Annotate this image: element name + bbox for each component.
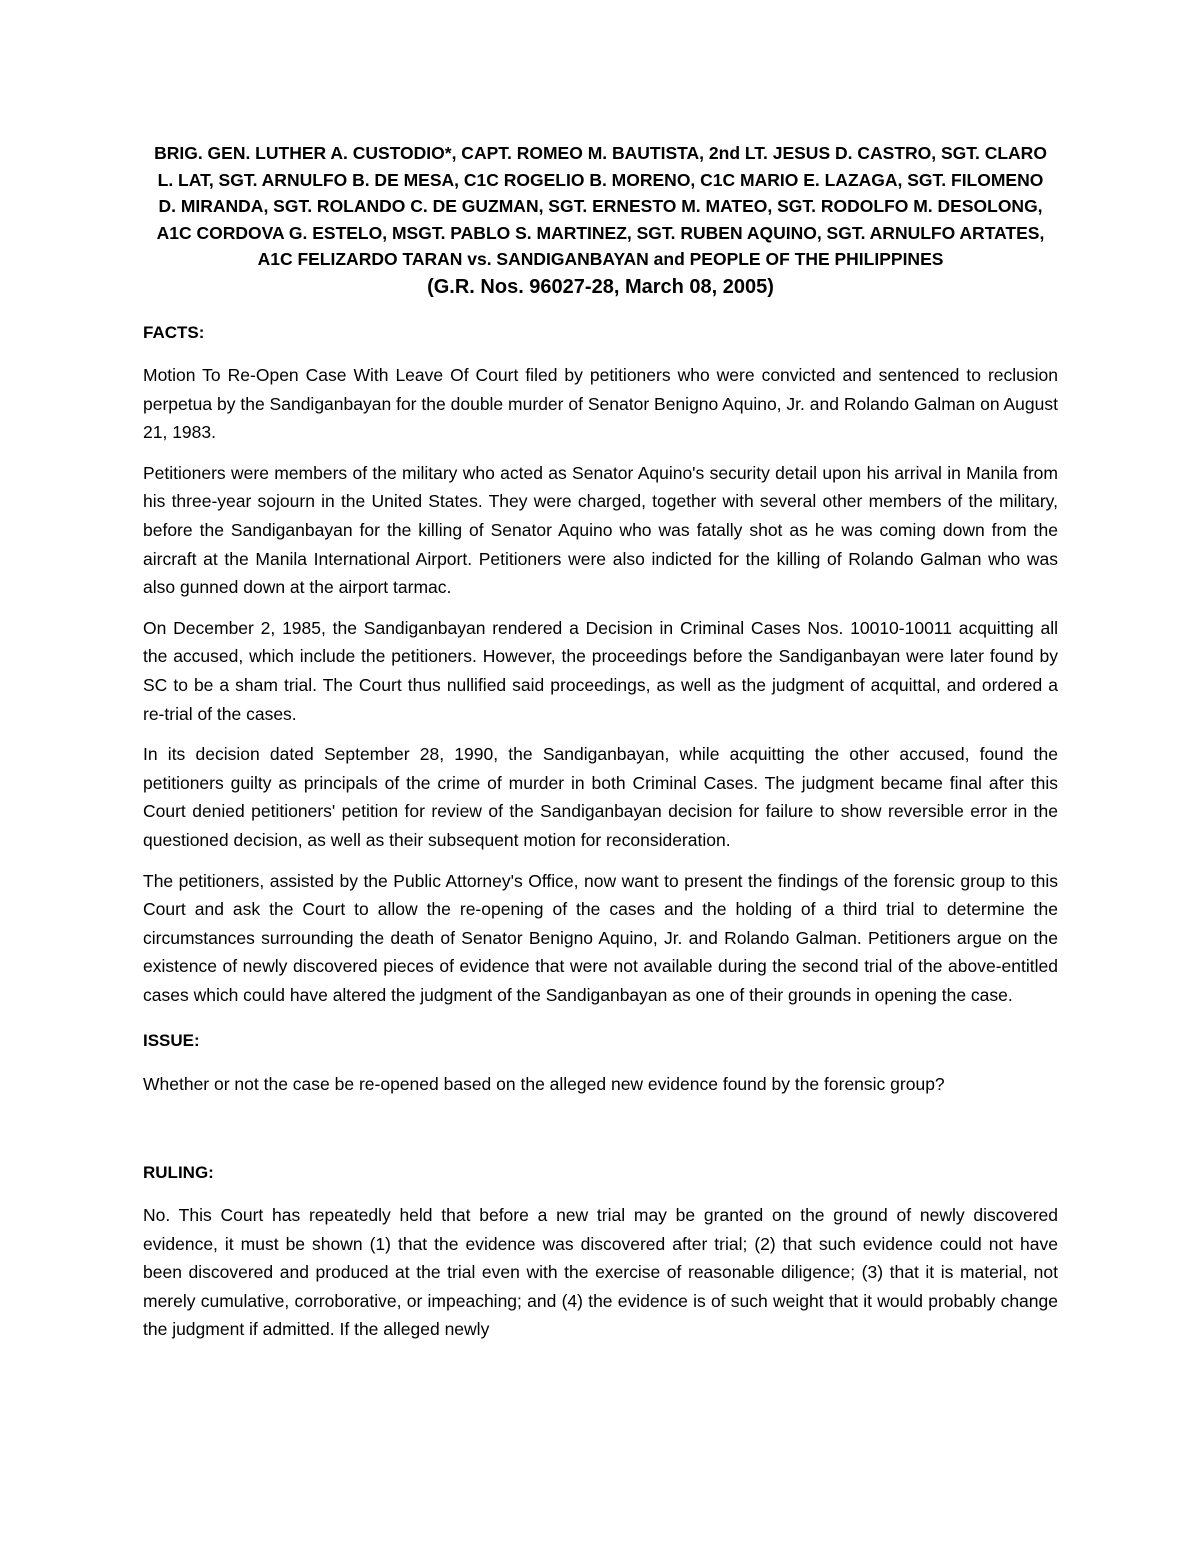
- ruling-text: No. This Court has repeatedly held that before a new trial may be granted on the ground of newly discovered evidence, it must be shown (1) that the evidence was discovered after trial; (2) that such evidence could not have been discovered and produced at the trial even with the exercise of reasonable diligence; (3) that it is material, not merely cumulative, corroborative, or impeaching; and (4) the evidence is of such weight that it would probably change the judgment if admitted. If the alleged newly: [143, 1205, 1058, 1340]
- case-caption: BRIG. GEN. LUTHER A. CUSTODIO*, CAPT. ROMEO M. BAUTISTA, 2nd LT. JESUS D. CASTRO, SGT. CLARO L. LAT, SGT. ARNULFO B. DE MESA, C1C ROGELIO B. MORENO, C1C MARIO E. LAZAGA, SGT. FILOMENO D. MIRANDA, SGT. ROLANDO C. DE GUZMAN, SGT. ERNESTO M. MATEO, SGT. RODOLFO M. DESOLONG, A1C CORDOVA G. ESTELO, MSGT. PABLO S. MARTINEZ, SGT. RUBEN AQUINO, SGT. ARNULFO ARTATES, A1C FELIZARDO TARAN vs. SANDIGANBAYAN and PEOPLE OF THE PHILIPPINES: [154, 143, 1047, 269]
- facts-paragraph-5: The petitioners, assisted by the Public Attorney's Office, now want to present the findings of the forensic group to this Court and ask the Court to allow the re-opening of the cases and the holding of a third trial to determine the circumstances surrounding the death of Senator Benigno Aquino, Jr. and Rolando Galman. Petitioners argue on the existence of newly discovered pieces of evidence that were not available during the second trial of the above-entitled cases which could have altered the judgment of the Sandiganbayan as one of their grounds in opening the case.: [143, 870, 1058, 1005]
- case-gr-number: (G.R. Nos. 96027-28, March 08, 2005): [427, 275, 774, 298]
- facts-paragraph-2: Petitioners were members of the military who acted as Senator Aquino's security detail upon his arrival in Manila from his three-year sojourn in the United States. They were charged, together with several other members of the military, before the Sandiganbayan for the killing of Senator Aquino who was fatally shot as he was coming down from the aircraft at the Manila International Airport. Petitioners were also indicted for the killing of Rolando Galman who was also gunned down at the airport tarmac.: [143, 462, 1058, 598]
- facts-paragraph-3: On December 2, 1985, the Sandiganbayan rendered a Decision in Criminal Cases Nos. 10010-10011 acquitting all the accused, which include the petitioners. However, the proceedings before the Sandiganbayan were later found by SC to be a sham trial. The Court thus nullified said proceedings, as well as the judgment of acquittal, and ordered a re-trial of the cases.: [143, 617, 1058, 724]
- facts-paragraph-4: In its decision dated September 28, 1990, the Sandiganbayan, while acquitting the other accused, found the petitioners guilty as principals of the crime of murder in both Criminal Cases. The judgment became final after this Court denied petitioners' petition for review of the Sandiganbayan decision for failure to show reversible error in the questioned decision, as well as their subsequent motion for reconsideration.: [143, 744, 1058, 850]
- issue-heading: ISSUE:: [143, 1031, 200, 1051]
- section-spacer: [143, 1111, 1058, 1141]
- facts-heading: FACTS:: [143, 322, 205, 342]
- document-body: [143, 140, 1058, 1356]
- issue-text: Whether or not the case be re-opened based on the alleged new evidence found by the forensic group?: [143, 1073, 945, 1094]
- ruling-heading: RULING:: [143, 1162, 214, 1182]
- facts-paragraph-1: Motion To Re-Open Case With Leave Of Court filed by petitioners who were convicted and sentenced to reclusion perpetua by the Sandiganbayan for the double murder of Senator Benigno Aquino, Jr. and Rolando Galman on August 21, 1983.: [143, 365, 1058, 443]
